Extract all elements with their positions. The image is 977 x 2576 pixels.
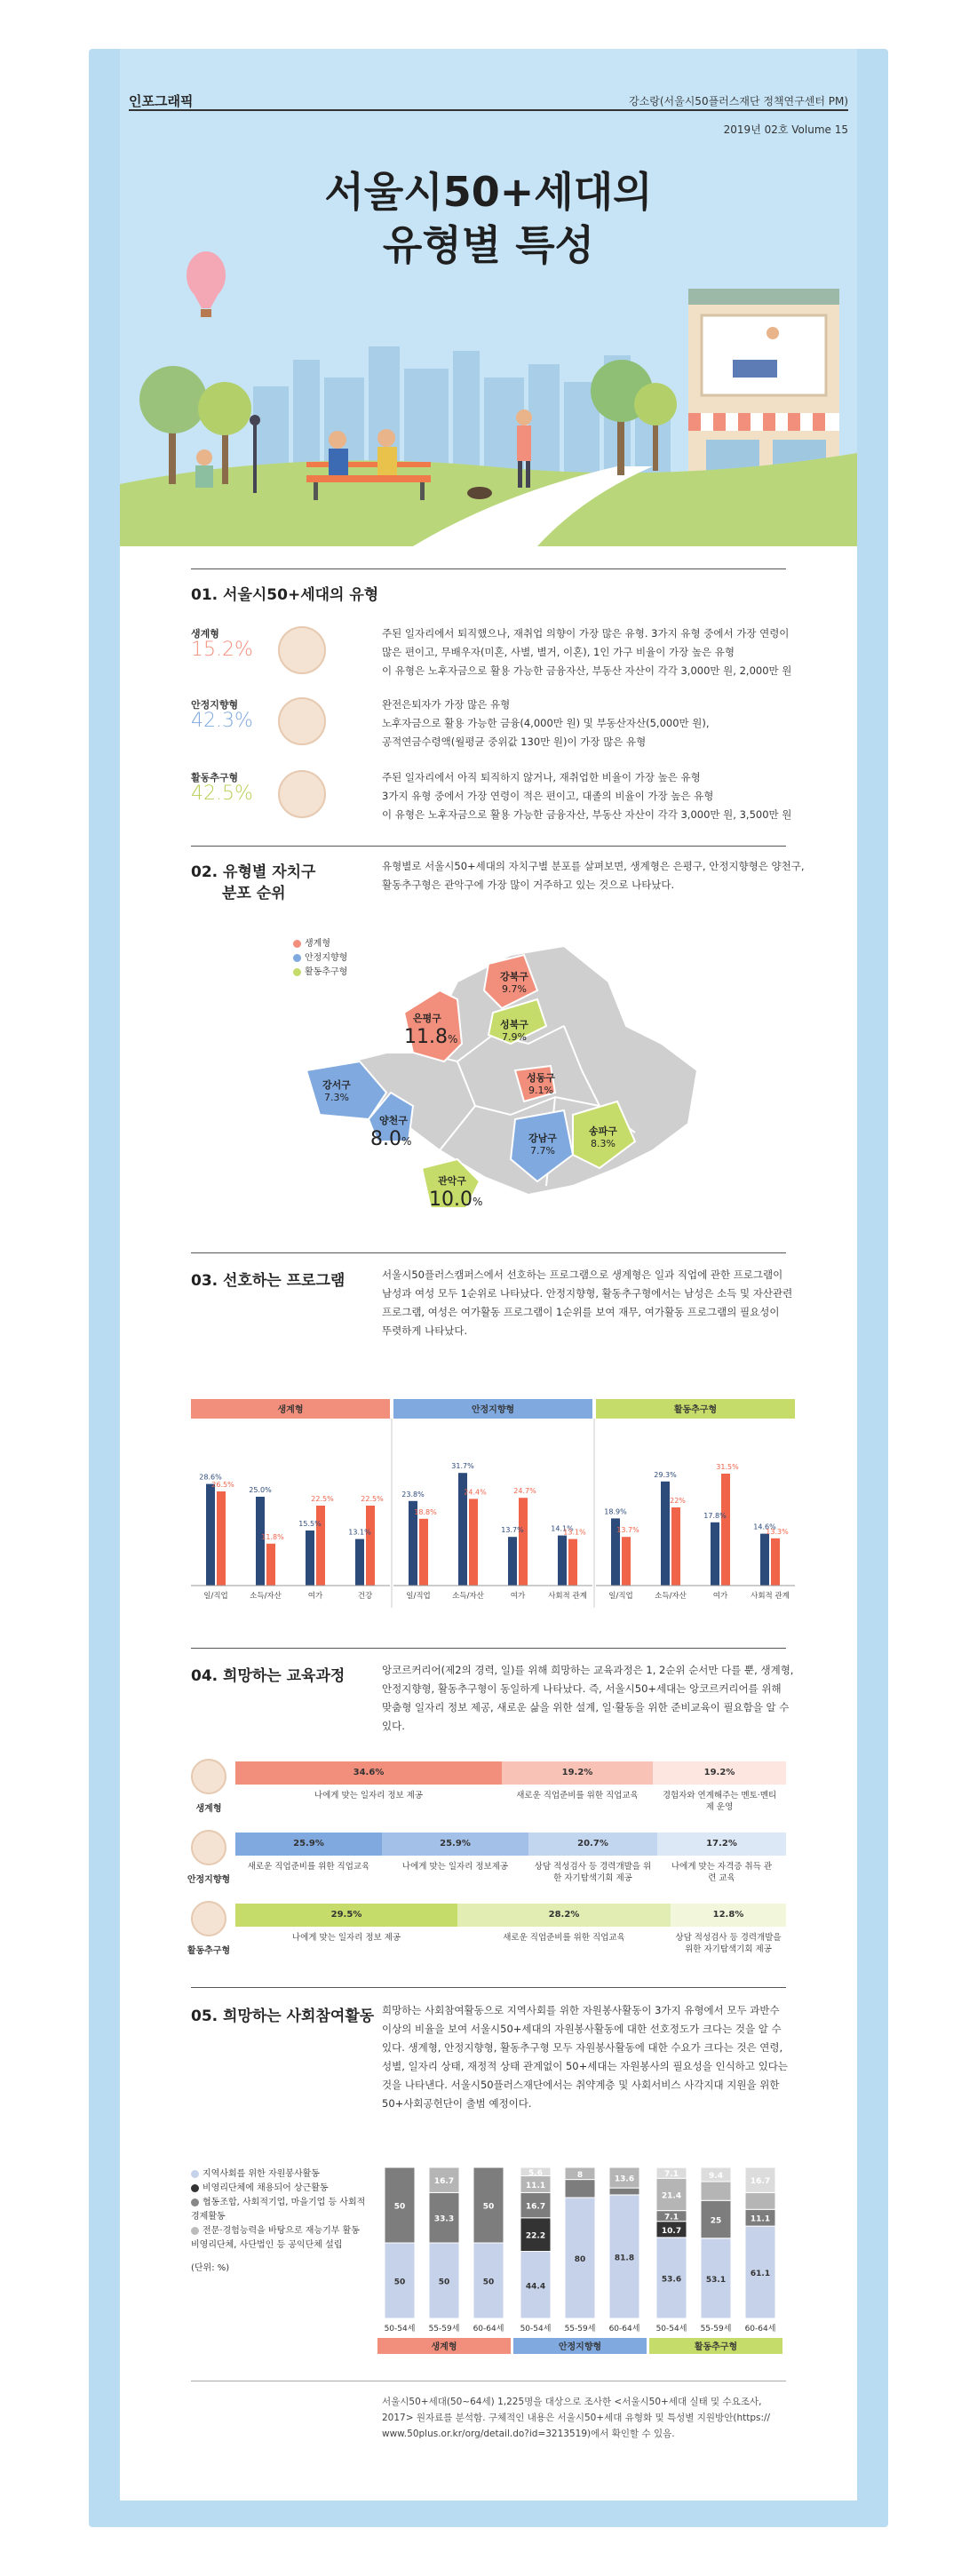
- section2-desc: [382, 857, 805, 894]
- desc-line: 것을 나타낸다. 서울시50플러스재단에서는 취약계층 및 사회서비스 사각지대 지원을 위한: [382, 2079, 780, 2091]
- group-header-label: 생계형: [277, 1405, 304, 1415]
- section4-desc: [382, 1661, 793, 1736]
- bar-female: [671, 1507, 680, 1586]
- edu-label: 나에게 맞는 일자리 정보제공: [401, 1862, 509, 1872]
- stack-label: 7.1: [664, 2213, 679, 2222]
- stack-label: 44.4: [525, 2282, 546, 2292]
- section5-desc: [382, 2001, 788, 2113]
- edu-type-active: 활동추구형: [187, 1946, 231, 1956]
- bar-label-male: 25.0%: [249, 1486, 272, 1494]
- district-name: 양천구: [379, 1115, 408, 1126]
- category-label: 여가: [712, 1592, 728, 1601]
- district-value: 9.7%: [502, 983, 527, 995]
- edu-label: 상담 적성검사 등 경력개발을 위한 자기탐색기회 제공: [675, 1933, 782, 1954]
- desc-line: 이 유형은 노후자금으로 활용 가능한 금융자산, 부동산 자산이 각각 3,000만 원, 2,000만 원: [382, 664, 792, 677]
- balloon-icon: [187, 251, 226, 317]
- bar-female: [622, 1537, 631, 1586]
- category-label: 소득/자산: [250, 1592, 282, 1601]
- category-label: 사회적 관계: [548, 1592, 587, 1601]
- stack-label: 53.6: [661, 2275, 682, 2285]
- stack-label: 50: [482, 2202, 495, 2212]
- bar-female: [419, 1519, 428, 1586]
- section3-desc: [382, 1266, 792, 1340]
- bar-label-female: 22.5%: [311, 1495, 334, 1503]
- activity-legend: [191, 2167, 369, 2276]
- type-life-desc: [382, 624, 791, 680]
- city-scene-icon: [120, 49, 857, 546]
- desc-line: 서울시50플러스캠퍼스에서 선호하는 프로그램으로 생계형은 일과 직업에 관한 프로그램이: [382, 1268, 783, 1281]
- bar-male: [206, 1484, 215, 1586]
- section1-heading: 01. 서울시50+세대의 유형: [191, 586, 379, 604]
- issue-label: 2019년 02호 Volume 15: [723, 123, 848, 136]
- edu-label: 경험자와 연계해주는 멘토·멘티제 운영: [662, 1791, 777, 1812]
- district-name: 성북구: [500, 1019, 528, 1030]
- legend-item: 전문·경험능력을 바탕으로 재능기부 활동 비영리단체, 사단법인 등 공익단체 설립: [191, 2226, 360, 2250]
- stack-label: 53.1: [705, 2275, 727, 2285]
- bar-label-female: 31.5%: [716, 1463, 739, 1471]
- bar-label-male: 15.5%: [298, 1520, 322, 1528]
- bar-male: [558, 1536, 567, 1586]
- district-value: 8.3%: [591, 1138, 616, 1149]
- age-label: 50-54세: [520, 2325, 552, 2334]
- bar-female: [469, 1499, 478, 1586]
- stack-segment: [745, 2192, 775, 2209]
- page-title-line1: 서울시50+세대의: [324, 168, 653, 216]
- bar-label-female: 22%: [670, 1497, 686, 1505]
- category-label: 사회적 관계: [751, 1592, 790, 1601]
- edu-bar: 25.9%: [382, 1833, 528, 1856]
- section3-rule: [191, 1252, 786, 1253]
- bar-male: [760, 1534, 769, 1586]
- age-label: 60-64세: [744, 2325, 776, 2334]
- stack-label: 21.4: [661, 2191, 682, 2201]
- bar-female: [721, 1474, 730, 1586]
- active-avatar-icon: [191, 1901, 226, 1936]
- bar-male: [661, 1482, 670, 1586]
- type-active-desc: [382, 768, 791, 824]
- stack-segment: [609, 2188, 639, 2195]
- seoul-map: [280, 928, 742, 1221]
- desc-line: 프로그램, 여성은 여가활동 프로그램이 1순위를 보여 재무, 여가활동 프로그램의 필요성이: [382, 1306, 780, 1318]
- bar-female: [217, 1491, 226, 1586]
- desc-line: 있다.: [382, 1720, 405, 1732]
- bar-label-female: 26.5%: [211, 1481, 234, 1489]
- edu-type-stable: 안정지향형: [187, 1875, 231, 1885]
- bar-male: [508, 1537, 517, 1586]
- district-value: 7.9%: [502, 1031, 527, 1043]
- district-value: 11.8%: [404, 1026, 458, 1048]
- category-label: 일/직업: [203, 1592, 228, 1601]
- section2-heading-2: 분포 순위: [222, 885, 286, 902]
- bar-label-female: 13.1%: [563, 1528, 586, 1537]
- edu-bar: 17.2%: [657, 1833, 786, 1856]
- type-stable-desc: [382, 696, 710, 751]
- life-avatar-icon: [278, 626, 326, 674]
- desc-line: 활동추구형은 관악구에 가장 많이 거주하고 있는 것으로 나타났다.: [382, 879, 675, 891]
- bar-label-female: 18.8%: [414, 1507, 437, 1516]
- bar-label-female: 24.4%: [464, 1488, 487, 1497]
- page-frame: [89, 49, 888, 2527]
- category-label: 건강: [357, 1592, 373, 1601]
- bar-label-male: 31.7%: [451, 1462, 474, 1471]
- bar-label-male: 14.6%: [753, 1523, 776, 1531]
- stack-label: 80: [574, 2255, 586, 2264]
- section2-rule: [191, 846, 786, 847]
- desc-line: 50+사회공헌단이 출범 예정이다.: [382, 2097, 532, 2110]
- group-band-label: 안정지향형: [558, 2342, 602, 2352]
- age-label: 60-64세: [473, 2325, 504, 2334]
- stack-label: 9.4: [709, 2171, 723, 2181]
- desc-line: 3가지 유형 중에서 가장 연령이 적은 편이고, 대졸의 비율이 가장 높은 유형: [382, 790, 714, 802]
- bar-male: [256, 1497, 265, 1586]
- brand-label: 인포그래픽: [129, 93, 194, 109]
- legend-item: 지역사회를 위한 자원봉사활동: [191, 2167, 369, 2182]
- district-name: 관악구: [438, 1175, 466, 1187]
- bar-label-female: 13.3%: [766, 1527, 789, 1536]
- desc-line: 안정지향형, 활동추구형이 동일하게 나타났다. 즉, 서울시50+세대는 앙코르커리어를 위해: [382, 1682, 782, 1695]
- type-stable-pct: 42.3%: [191, 710, 253, 732]
- page-title-line2: 유형별 특성: [382, 221, 595, 269]
- type-life-pct: 15.2%: [191, 639, 253, 661]
- bar-label-male: 29.3%: [654, 1470, 677, 1479]
- footer-line: www.50plus.or.kr/org/detail.do?id=3213519)에서 확인할 수 있음.: [382, 2429, 675, 2439]
- stack-label: 16.7: [433, 2177, 455, 2187]
- edu-bar: 34.6%: [235, 1761, 502, 1785]
- bar-label-female: 24.7%: [513, 1487, 536, 1496]
- category-label: 일/직업: [406, 1592, 431, 1601]
- bar-female: [519, 1498, 528, 1586]
- age-label: 50-54세: [655, 2325, 687, 2334]
- section4-heading: 04. 희망하는 교육과정: [191, 1667, 346, 1685]
- life-avatar-icon: [191, 1759, 226, 1794]
- page-inner: [120, 49, 857, 2500]
- stack-label: 50: [438, 2278, 450, 2287]
- stack-label: 16.7: [750, 2177, 771, 2187]
- desc-line: 남성과 여성 모두 1순위로 나타났다. 안정지향형, 활동추구형에서는 남성은 소득 및 자산관련: [382, 1287, 793, 1300]
- bar-label-male: 28.6%: [199, 1473, 222, 1482]
- district-value: 10.0%: [429, 1189, 483, 1211]
- section4-rule: [191, 1648, 786, 1649]
- stack-label: 11.1: [750, 2214, 771, 2224]
- group-band-label: 생계형: [431, 2342, 457, 2352]
- stack-label: 13.6: [614, 2174, 635, 2184]
- district-value: 7.7%: [530, 1145, 555, 1157]
- type-life-name: 생계형: [191, 628, 219, 640]
- section5-rule: [191, 1987, 786, 1988]
- desc-line: 이 유형은 노후자금으로 활용 가능한 금융자산, 부동산 자산이 각각 3,000만 원, 3,500만 원: [382, 808, 792, 821]
- stack-label: 81.8: [614, 2254, 635, 2263]
- stack-label: 50: [393, 2202, 406, 2212]
- bar-male: [306, 1530, 314, 1586]
- desc-line: 성별, 일자리 상태, 재정적 상태 관계없이 50+세대는 자원봉사의 필요성을 인식하고 있다는: [382, 2060, 788, 2072]
- edu-label: 새로운 직업준비를 위한 직업교육: [247, 1862, 370, 1872]
- legend-item: 활동추구형: [293, 966, 347, 980]
- author-label: 강소랑(서울시50플러스재단 정책연구센터 PM): [629, 95, 848, 107]
- bar-label-male: 14.1%: [551, 1524, 574, 1533]
- bar-label-female: 11.8%: [261, 1532, 284, 1541]
- category-label: 일/직업: [608, 1592, 633, 1601]
- category-label: 여가: [307, 1592, 323, 1601]
- stack-label: 7.1: [664, 2170, 679, 2180]
- stack-label: 16.7: [525, 2202, 546, 2212]
- desc-line: 맞춤형 일자리 정보 제공, 새로운 삶을 위한 설계, 일·활동을 위한 준비교육이 필요함을 알 수: [382, 1701, 790, 1713]
- edu-label: 나에게 맞는 일자리 정보 제공: [314, 1791, 424, 1801]
- desc-line: 노후자금으로 활용 가능한 금융(4,000만 원) 및 부동산자산(5,000만 원),: [382, 717, 710, 729]
- program-chart: [191, 1399, 795, 1621]
- active-avatar-icon: [278, 770, 326, 818]
- edu-label: 상담 적성검사 등 경력개발을 위한 자기탐색기회 제공: [534, 1862, 652, 1883]
- desc-line: 주된 일자리에서 아직 퇴직하지 않거나, 재취업한 비율이 가장 높은 유형: [382, 771, 701, 783]
- legend-item: 안정지향형: [293, 951, 347, 966]
- stack-label: 22.2: [525, 2231, 546, 2241]
- type-active-pct: 42.5%: [191, 783, 253, 805]
- section2-heading-1: 02. 유형별 자치구: [191, 863, 316, 881]
- footer-note: [382, 2394, 770, 2442]
- district-name: 강북구: [500, 971, 528, 982]
- bar-female: [316, 1506, 325, 1586]
- section3-heading: 03. 선호하는 프로그램: [191, 1272, 346, 1290]
- stack-label: 8: [576, 2170, 584, 2180]
- bar-female: [266, 1544, 275, 1586]
- edu-label: 나에게 맞는 일자리 정보 제공: [291, 1933, 401, 1943]
- district-name: 성동구: [527, 1072, 555, 1084]
- stack-label: 61.1: [750, 2270, 771, 2279]
- activity-chart: [377, 2159, 786, 2363]
- desc-line: 많은 편이고, 무배우자(미혼, 사별, 별거, 이혼), 1인 가구 비율이 가장 높은 유형: [382, 646, 735, 658]
- legend-item: 비영리단체에 채용되어 상근활동: [191, 2182, 369, 2196]
- desc-line: 주된 일자리에서 퇴직했으나, 재취업 의향이 가장 많은 유형. 3가지 유형 중에서 가장 연령이: [382, 627, 790, 640]
- footer-line: 서울시50+세대(50~64세) 1,225명을 대상으로 조사한 <서울시50+세대 실태 및 수요조사,: [382, 2397, 762, 2407]
- edu-label: 새로운 직업준비를 위한 직업교육: [503, 1933, 625, 1943]
- edu-bar: 25.9%: [235, 1833, 382, 1856]
- bar-label-male: 13.7%: [501, 1526, 524, 1535]
- type-active-name: 활동추구형: [191, 772, 239, 783]
- bar-label-male: 18.9%: [604, 1507, 627, 1516]
- age-label: 50-54세: [384, 2325, 416, 2334]
- bar-female: [771, 1538, 780, 1586]
- stable-avatar-icon: [191, 1830, 226, 1865]
- desc-line: 공적연금수령액(월평균 중위값 130만 원)이 가장 많은 유형: [382, 735, 647, 748]
- desc-line: 앙코르커리어(제2의 경력, 일)를 위해 희망하는 교육과정은 1, 2순위 순서만 다를 뿐, 생계형,: [382, 1664, 794, 1676]
- unit-label: (단위: %): [191, 2263, 230, 2273]
- bar-label-female: 13.7%: [616, 1526, 639, 1535]
- district-value: 8.0%: [370, 1128, 412, 1150]
- district-name: 강서구: [322, 1079, 351, 1091]
- district-name: 송파구: [589, 1125, 617, 1137]
- legend-item: 생계형: [293, 937, 347, 951]
- edu-bar: 28.2%: [457, 1904, 671, 1927]
- desc-line: 유형별로 서울시50+세대의 자치구별 분포를 살펴보면, 생계형은 은평구, 안정지향형은 양천구,: [382, 860, 805, 872]
- age-label: 55-59세: [428, 2325, 460, 2334]
- footer-line: 2017> 원자료를 분석함. 구체적인 내용은 서울시50+세대 유형화 및 특성별 지원방안(https://: [382, 2413, 771, 2423]
- bar-label-female: 22.5%: [361, 1495, 384, 1503]
- district-value: 7.3%: [324, 1092, 349, 1103]
- edu-bar: 29.5%: [235, 1904, 457, 1927]
- bar-label-male: 17.8%: [703, 1511, 727, 1520]
- stack-label: 50: [482, 2278, 495, 2287]
- stack-label: 5.6: [528, 2168, 543, 2178]
- header-illustration: [120, 49, 857, 546]
- edu-bar: 19.2%: [502, 1761, 653, 1785]
- edu-bar: 19.2%: [653, 1761, 786, 1785]
- stack-label: 25: [710, 2216, 722, 2226]
- district-value: 9.1%: [528, 1085, 553, 1096]
- desc-line: 완전은퇴자가 가장 많은 유형: [382, 698, 511, 711]
- group-header-label: 활동추구형: [673, 1405, 718, 1415]
- bar-female: [366, 1506, 375, 1586]
- type-stable-name: 안정지향형: [191, 699, 239, 711]
- bar-male: [355, 1539, 364, 1586]
- category-label: 소득/자산: [452, 1592, 484, 1601]
- desc-line: 뚜렷하게 나타났다.: [382, 1324, 468, 1337]
- bar-female: [568, 1539, 577, 1586]
- section5-heading: 05. 희망하는 사회참여활동: [191, 2008, 375, 2025]
- edu-label: 나에게 맞는 자격증 취득 관련 교육: [671, 1862, 773, 1883]
- edu-label: 새로운 직업준비를 위한 직업교육: [516, 1791, 639, 1801]
- stack-label: 33.3: [433, 2214, 455, 2224]
- category-label: 여가: [510, 1592, 526, 1601]
- bar-label-male: 23.8%: [401, 1490, 425, 1499]
- section1-rule: [191, 568, 786, 569]
- stack-label: 50: [393, 2278, 406, 2287]
- edu-type-life: 생계형: [195, 1804, 222, 1814]
- age-label: 55-59세: [700, 2325, 732, 2334]
- bar-male: [711, 1523, 719, 1586]
- desc-line: 희망하는 사회참여활동으로 지역사회를 위한 자원봉사활동이 3가지 유형에서 모두 과반수: [382, 2004, 780, 2016]
- desc-line: 이상의 비율을 보여 서울시50+세대의 자원봉사활동에 대한 선호정도가 크다는 것을 알 수: [382, 2023, 782, 2035]
- group-header-label: 안정지향형: [471, 1405, 515, 1415]
- edu-bar: 12.8%: [671, 1904, 786, 1927]
- age-label: 55-59세: [564, 2325, 596, 2334]
- group-band-label: 활동추구형: [694, 2342, 738, 2352]
- edu-bar: 20.7%: [528, 1833, 657, 1856]
- age-label: 60-64세: [608, 2325, 640, 2334]
- legend-item: 협동조합, 사회적기업, 마을기업 등 사회적 경제활동: [191, 2198, 366, 2222]
- reader-icon: [195, 449, 213, 488]
- stack-label: 11.1: [525, 2181, 546, 2190]
- district-name: 은평구: [413, 1013, 441, 1024]
- stack-label: 10.7: [661, 2226, 682, 2236]
- stack-segment: [701, 2182, 731, 2200]
- district-name: 강남구: [528, 1133, 557, 1144]
- category-label: 소득/자산: [655, 1592, 687, 1601]
- stable-avatar-icon: [278, 697, 326, 745]
- desc-line: 있다. 생계형, 안정지향형, 활동추구형 모두 자원봉사활동에 대한 수요가 크다는 것은 연령,: [382, 2041, 783, 2054]
- bar-label-male: 13.1%: [348, 1528, 371, 1537]
- stack-segment: [565, 2180, 595, 2198]
